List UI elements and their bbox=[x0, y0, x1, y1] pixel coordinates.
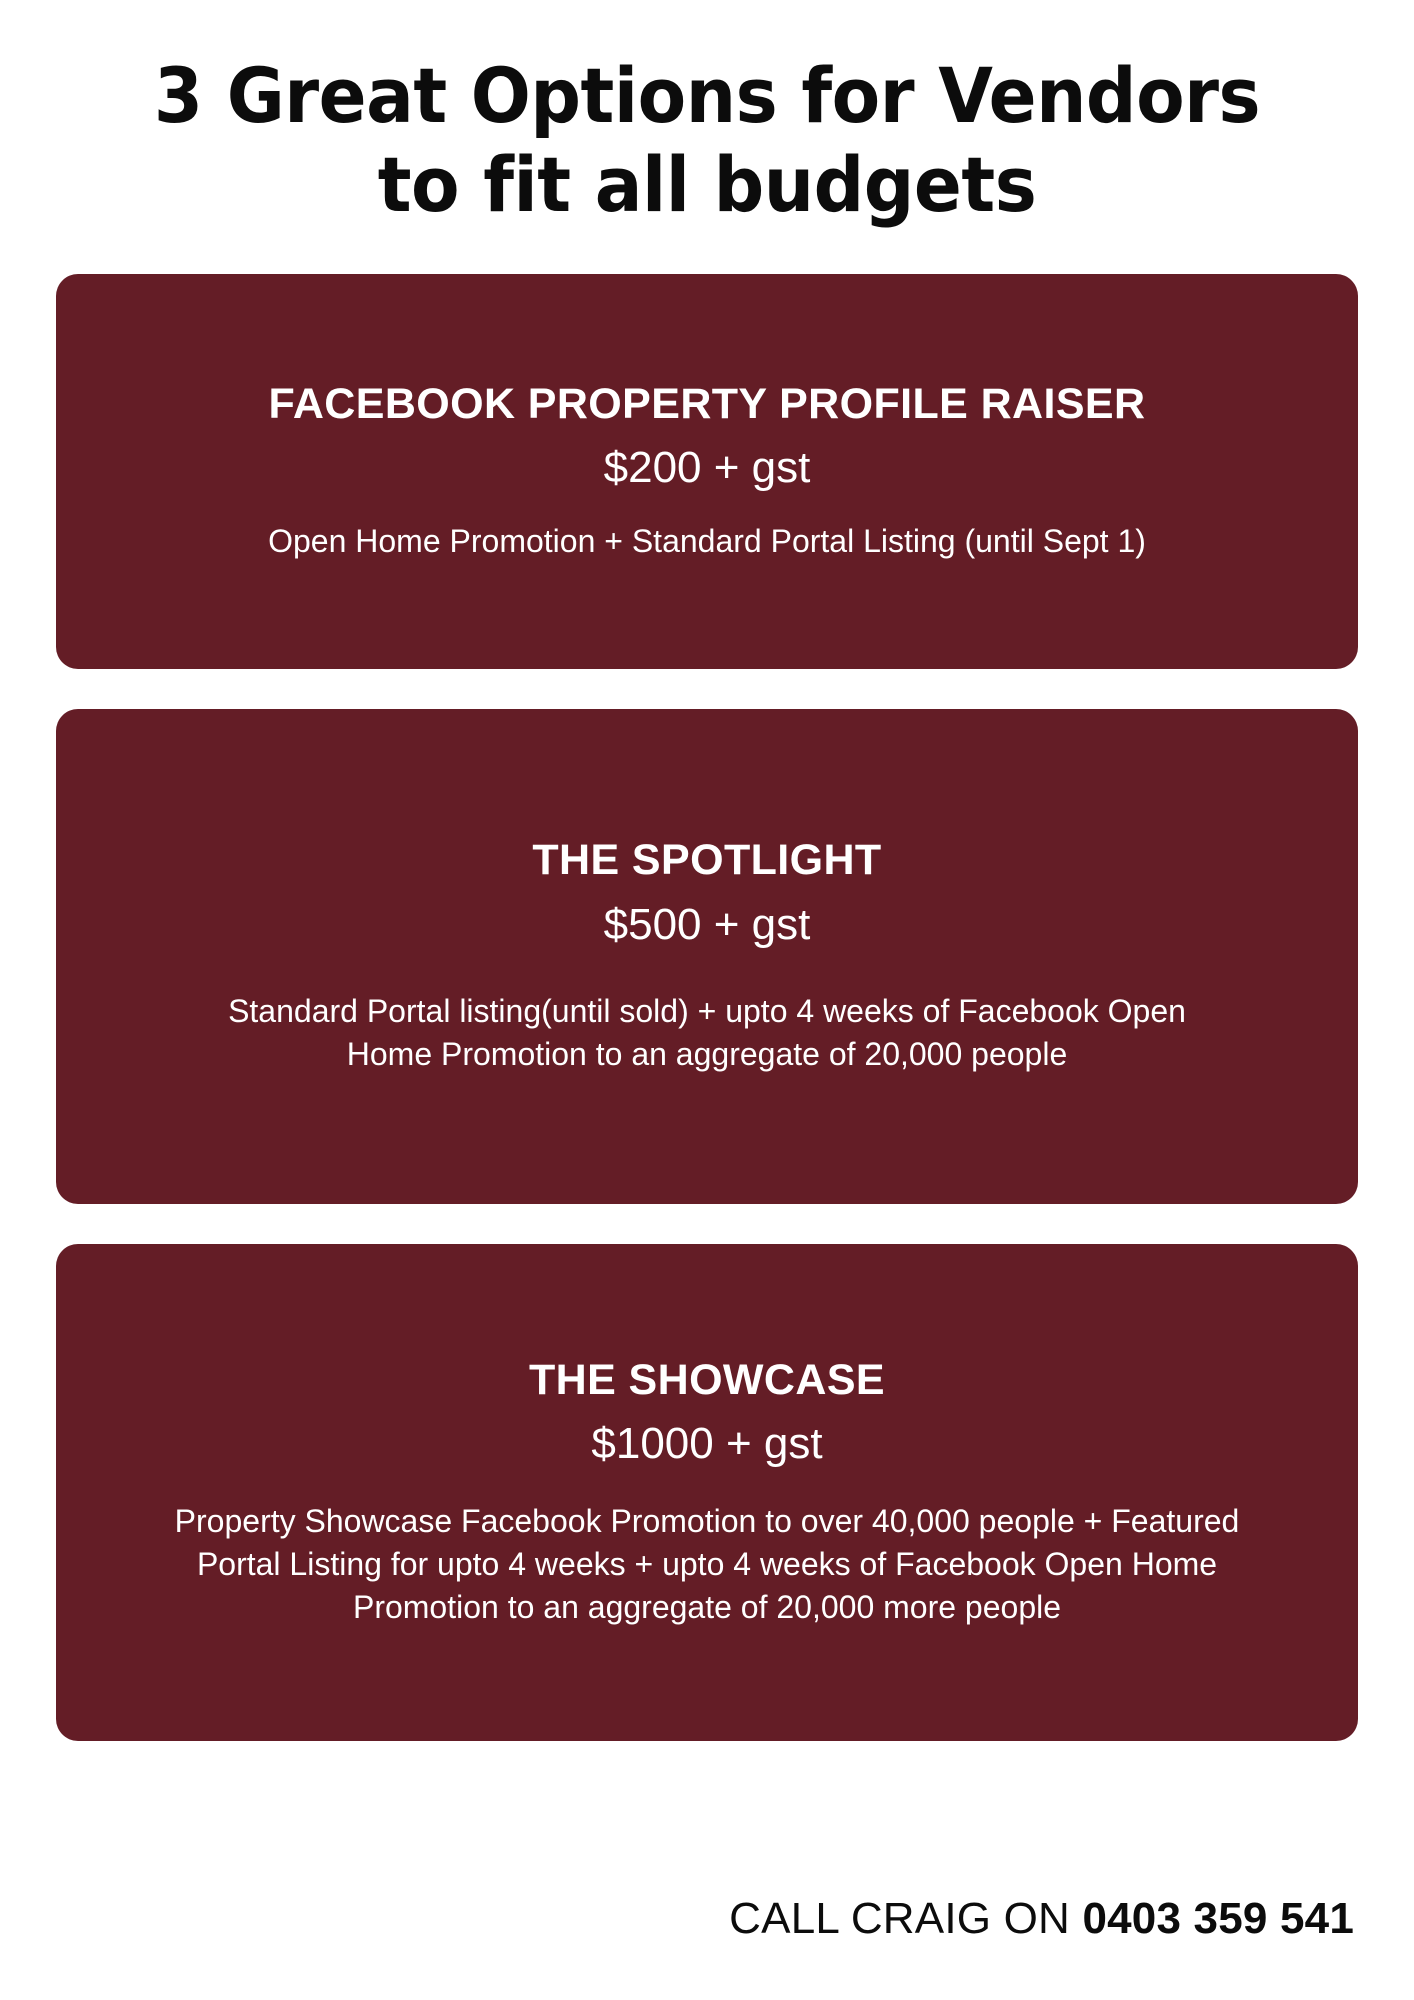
page-title-line-2: to fit all budgets bbox=[377, 139, 1037, 229]
page-title bbox=[102, 52, 1313, 230]
contact-phone-number: 0403 359 541 bbox=[1082, 1894, 1354, 1943]
package-price: $200 + gst bbox=[603, 443, 811, 493]
package-price: $500 + gst bbox=[603, 899, 811, 949]
page-title-line-1: 3 Great Options for Vendors bbox=[153, 51, 1261, 140]
package-description: Property Showcase Facebook Promotion to over 40,000 people + Featured Portal Listing for upto 4 weeks + upto 4 weeks of Facebook Open Home Promotion to an aggregate of 20,000 more people bbox=[174, 1502, 1240, 1625]
package-description: Standard Portal listing(until sold) + upto 4 weeks of Facebook Open Home Promotion to an aggregate of 20,000 people bbox=[228, 993, 1186, 1073]
package-card-spotlight bbox=[56, 709, 1358, 1204]
package-price: $1000 + gst bbox=[591, 1418, 823, 1468]
package-title: THE SHOWCASE bbox=[529, 1355, 885, 1404]
package-title: THE SPOTLIGHT bbox=[532, 836, 882, 885]
package-title: FACEBOOK PROPERTY PROFILE RAISER bbox=[268, 379, 1146, 428]
package-description: Open Home Promotion + Standard Portal Listing (until Sept 1) bbox=[268, 522, 1146, 559]
package-card-profile-raiser bbox=[56, 274, 1358, 669]
call-label: CALL CRAIG ON bbox=[729, 1894, 1083, 1943]
package-card-showcase bbox=[56, 1244, 1358, 1741]
package-card-list bbox=[56, 274, 1358, 1741]
contact-footer bbox=[56, 1894, 1358, 1944]
